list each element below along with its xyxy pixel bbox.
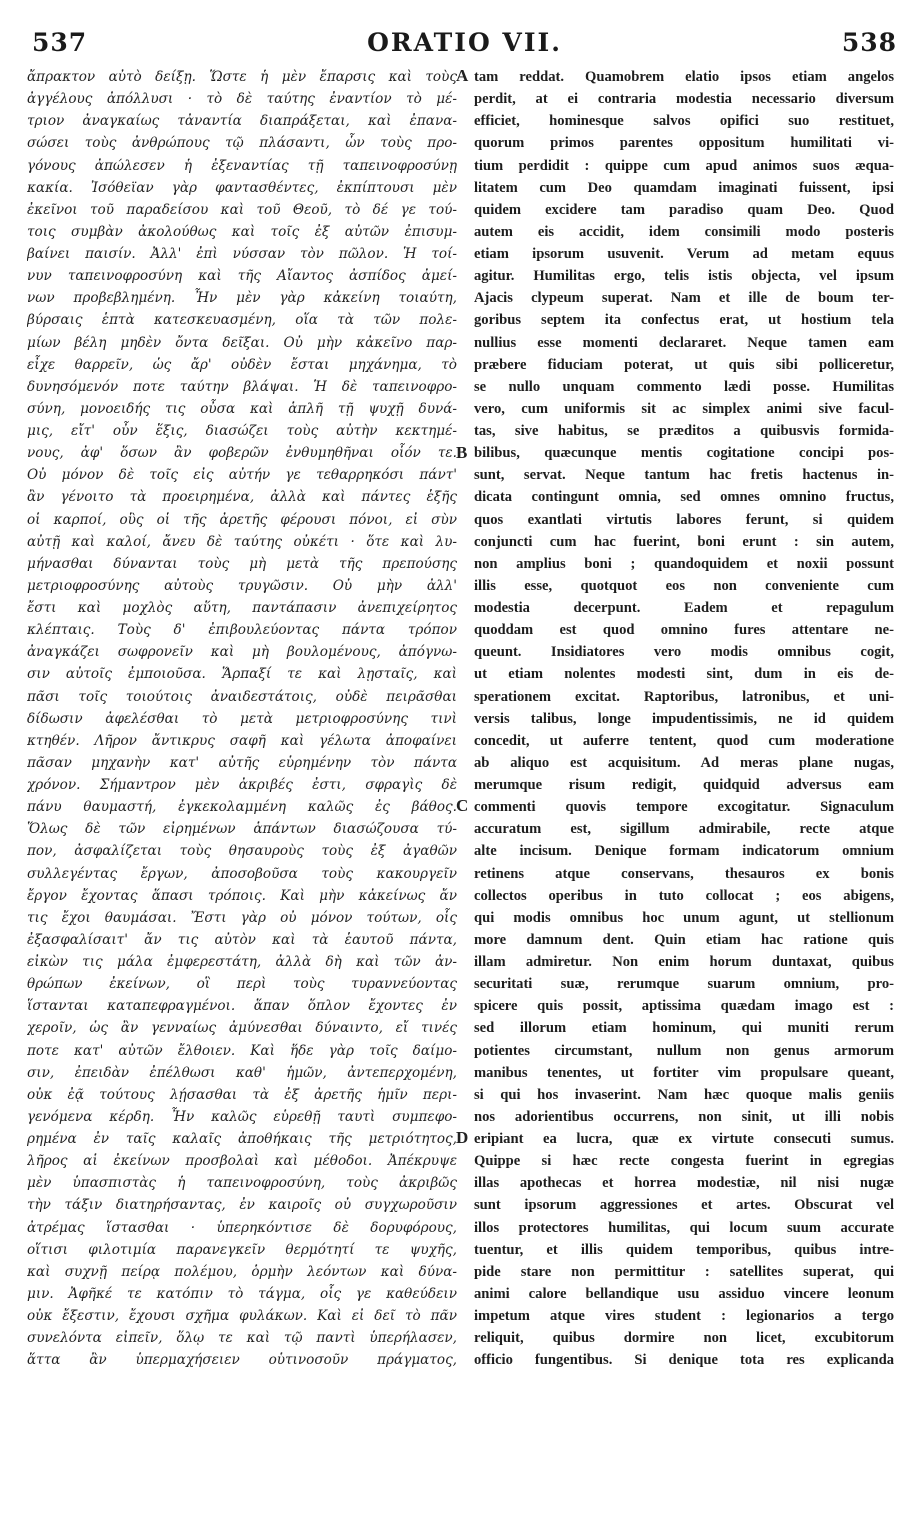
greek-line: Οὐ μόνον δὲ τοῖς εἰς αὐτήν γε τεθαρρηκόσι πάντ' xyxy=(27,467,457,484)
greek-line: συλλεγέντας ἔργων, ἀποσοβοῦσα τοὺς κακουργεῖν xyxy=(27,865,457,882)
greek-line: ποτε κατ' αὐτῶν ἔλθοιεν. Καὶ ἥδε γὰρ τοῖς δαίμο- xyxy=(27,1042,457,1059)
greek-line: βαίνει παισίν. Ἀλλ' ἐπὶ νύσσαν τὸν πῶλον. Ἡ τοί- xyxy=(27,246,457,262)
greek-line: αὐτῇ καὶ καλοί, ἄνευ δὲ ταύτης οὐκέτι · ὅτε καὶ λυ- xyxy=(27,533,457,550)
latin-line: manibus tenentes, ut fortiter vim propulsare queant, xyxy=(474,1064,894,1081)
latin-line: quoddam est quod omnino fures attentare ne- xyxy=(474,622,894,639)
greek-line: δυνησόμενόν ποτε ταύτην βλάψαι. Ἡ δὲ ταπεινοφρο- xyxy=(27,378,457,395)
greek-line: ἀτρέμας ἵστασθαι · ὑπερηκόντισε δὲ δορυφόρους, xyxy=(27,1219,457,1236)
latin-line: alte incisum. Denique formam indicatorum omnium xyxy=(474,843,894,860)
greek-line: οἵτισι φιλοτιμία παρανεγκεῖν θερμότητί τε ψυχῆς, xyxy=(27,1241,457,1258)
latin-line: officio fungentibus. Si denique tota res explicanda xyxy=(474,1352,894,1369)
greek-line: ἔργον ἔχοντας ἅπασι τρόποις. Καὶ μὴν κἀκείνως ἄν xyxy=(27,887,457,904)
latin-line: sunt ipsorum aggressiones et artes. Obscurat vel xyxy=(474,1197,894,1214)
latin-line: sed illorum etiam hominum, qui muniti rerum xyxy=(474,1020,894,1037)
greek-line: ἔστι καὶ μοχλὸς αὕτη, παντάπασιν ἀνεπιχείρητος xyxy=(27,600,457,616)
latin-line: reliquit, quibus dormire non licet, excubitorum xyxy=(474,1330,894,1347)
greek-line: νων προβεβλημένη. Ἦν μὲν γὰρ κἀκείνη τοιαύτη, xyxy=(27,290,457,307)
greek-line: οὐκ ἐᾷ τούτους λῄσασθαι τὰ ἐξ ἀρετῆς ἡμῖν περι- xyxy=(27,1086,457,1103)
latin-line: non amplius boni ; quandoquidem et noxii possunt xyxy=(474,555,894,572)
latin-line: ut etiam nolentes modesti sint, dum in eis de- xyxy=(474,666,894,683)
section-marker-b: B xyxy=(456,443,468,462)
latin-line: nos adorientibus occurrens, non sinit, ut illi nobis xyxy=(474,1108,894,1125)
latin-line: illam admiretur. Non enim horum duntaxat, quibus xyxy=(474,954,894,970)
greek-line: θρώπων ἐκείνων, οἳ περὶ τοὺς τυραννεύοντας xyxy=(27,976,457,993)
latin-line: perdit, at ei contraria modestia necessario diversum xyxy=(474,91,894,108)
greek-line: μὲν ὑπασπιστὰς ἡ ταπεινοφροσύνη, τοὺς ἀκριβῶς xyxy=(27,1175,457,1192)
latin-line: queunt. Insidiatores vero modis omnibus cogit, xyxy=(474,644,894,661)
greek-line: πᾶσαν μηχανὴν κατ' αὐτῆς εὑρημένην τὸν πάντα xyxy=(27,754,457,771)
running-title: ORATIO VII. xyxy=(367,28,562,57)
greek-line: σιν αὐτοῖς ἐμποιοῦσα. Ἅρπαξί τε καὶ λῃσταῖς, καὶ xyxy=(27,666,457,683)
latin-line: si qui hos invaserint. Nam hæc quoque malis geniis xyxy=(474,1086,894,1103)
latin-line: goribus septem ita confectus erat, ut hostium tela xyxy=(474,312,894,329)
greek-line: ἂν γένοιτο τὰ προειρημένα, ἀλλὰ καὶ πάντες ἑξῆς xyxy=(27,489,457,506)
latin-line: more damnum dent. Quin etiam hac ratione quis xyxy=(474,931,894,948)
greek-line: ἐξασφαλίσαιτ' ἄν τις αὐτὸν καὶ τὰ ἑαυτοῦ πάντα, xyxy=(27,931,457,948)
greek-line: νους, ἀφ' ὅσων ἂν φοβερῶν ἐνθυμηθῆναι οἷόν τε. xyxy=(27,445,457,462)
greek-line: γενόμενα κέρδη. Ἦν καλῶς εὑρεθῇ ταυτὶ συμπεφο- xyxy=(27,1108,457,1125)
latin-line: sperationem excitat. Raptoribus, latronibus, et uni- xyxy=(474,688,894,705)
latin-line: eripiant ea lucra, quæ ex virtute consecuti sumus. xyxy=(474,1131,894,1147)
greek-line: βύρσαις ἑπτὰ κατεσκευασμένη, οἵα τὰ τῶν πολε- xyxy=(27,312,457,329)
latin-line: tam reddat. Quamobrem elatio ipsos etiam angelos xyxy=(474,69,894,85)
greek-line: τις ἔχοι θαυμάσαι. Ἔστι γὰρ οὐ μόνον τούτων, οἷς xyxy=(27,909,457,926)
greek-line: κτηθέν. Λῆρον ἄντικρυς σαφῆ καὶ γέλωτα ἀποφαίνει xyxy=(27,732,457,749)
latin-line: quos exantlati virtutis labores ferunt, si quidem xyxy=(474,511,894,528)
latin-line: nullius esse momenti declararet. Neque tamen eam xyxy=(474,334,894,351)
greek-line: νυν ταπεινοφροσύνη καὶ τῆς Αἴαντος ἀσπίδος ἀμεί- xyxy=(27,268,457,285)
latin-line: securitati suæ, rerumque suarum omnium, pro- xyxy=(474,976,894,993)
greek-line: ἐκεῖνοι τοῦ παραδείσου καὶ τοῦ Θεοῦ, τὸ δέ γε τού- xyxy=(27,201,457,218)
latin-line: litatem cum Deo quamdam imaginati fuissent, ipsi xyxy=(474,179,894,196)
greek-line: γόνους ἀπώλεσεν ἡ ἐξεναντίας τῇ ταπεινοφροσύνῃ xyxy=(27,157,457,174)
latin-line: agitur. Humilitas ergo, telis istis objecta, vel ipsum xyxy=(474,268,894,285)
greek-line: χρόνον. Σήμαντρον μὲν ἀκριβές ἐστι, σφραγὶς δὲ xyxy=(27,777,457,793)
latin-line: potientes circumstant, nullum non genus armorum xyxy=(474,1042,894,1059)
latin-line: sunt, servat. Neque tantum hac fretis hactenus in- xyxy=(474,467,894,484)
greek-text-column xyxy=(27,66,457,1371)
latin-line: se nullo unquam commento lædi posse. Humilitas xyxy=(474,378,894,395)
latin-line: spicere quis possit, aptissima quædam imago est : xyxy=(474,998,894,1015)
greek-line: ἀναγκάζει σωφρονεῖν καὶ μὴ βουλομένους, ἀπόγνω- xyxy=(27,644,457,661)
latin-line: conjuncti cum hac fuerint, boni erunt : sin autem, xyxy=(474,533,894,550)
greek-line: σύνη, μονοειδής τις οὖσα καὶ ἁπλῆ τῇ ψυχῇ δυνά- xyxy=(27,400,457,417)
latin-line: illis esse, quotquot eos non conveniente cum xyxy=(474,577,894,594)
latin-line: retinens atque conservans, thesauros ex bonis xyxy=(474,865,894,882)
greek-line: συνελόντα εἰπεῖν, ὅλῳ τε καὶ τῷ παντὶ ὑπερήλασεν, xyxy=(27,1330,457,1347)
latin-line: accuratum est, sigillum admirabile, recte atque xyxy=(474,821,894,838)
latin-line: præbere fiduciam poterat, ut quis sibi polliceretur, xyxy=(474,356,894,373)
greek-line: κλέπταις. Τοὺς δ' ἐπιβουλεύοντας πάντα τρόπον xyxy=(27,622,457,639)
greek-line: εἶχε θαρρεῖν, ὡς ἄρ' οὐδὲν ἔσται μηχάνημα, τὸ xyxy=(27,356,457,373)
greek-line: μίων βέλη μηδὲν ὄντα δεῖξαι. Οὐ μὴν κἀκεῖνο παρ- xyxy=(27,334,457,351)
latin-line: illos protectores humilitas, qui locum suum accurate xyxy=(474,1219,894,1236)
section-marker-c: C xyxy=(456,796,469,815)
greek-line: οἱ καρποί, οὓς οἱ τῆς ἀρετῆς φέρουσι πόνοι, εἰ σὺν xyxy=(27,511,457,528)
latin-line: bilibus, quæcunque mentis cogitatione concipi pos- xyxy=(474,445,894,462)
latin-line: ab aliquo est acquisitum. Ad meras plane nugas, xyxy=(474,754,894,771)
latin-line: vero, cum uniformis sit ac simplex animi sive facul- xyxy=(474,400,894,417)
greek-line: πάνυ θαυμαστή, ἐγκεκολαμμένη καλῶς ἐς βάθος. xyxy=(27,799,457,816)
latin-line: impetum atque vires student : legionarios a tergo xyxy=(474,1308,894,1324)
latin-line: collectos operibus in tuto collocat ; eos abigens, xyxy=(474,887,894,904)
greek-line: μις, εἴτ' οὖν ἕξις, διασώζει τοὺς αὐτὴν κεκτημέ- xyxy=(27,423,457,439)
latin-line: quidem excidere tam paradiso quam Deo. Quod xyxy=(474,201,894,218)
page-number-left: 537 xyxy=(32,28,88,57)
latin-line: Quippe si hæc recte congesta fuerint in egregias xyxy=(474,1153,894,1170)
greek-line: ἵστανται καταπεφραγμένοι. ἅπαν ὅπλον ἔχοντες ἐν xyxy=(27,998,457,1015)
greek-line: ρημένα ἐν ταῖς καλαῖς ἀποθήκαις τῆς μετριότητος, xyxy=(27,1131,457,1147)
greek-line: καὶ συχνῇ πείρᾳ πολέμου, ὁρμὴν λεόντων καὶ δύνα- xyxy=(27,1263,457,1280)
greek-line: κακία. Ἰσόθεϊαν γὰρ φαντασθέντες, ἐκπίπτουσι μὲν xyxy=(27,179,457,196)
greek-line: σώσει τοὺς ἀνθρώπους τῷ πλάσαντι, ὧν τοὺς προ- xyxy=(27,135,457,152)
latin-line: animi calore bellandique usu assiduo vincere leonum xyxy=(474,1285,894,1302)
latin-line: Ajacis clypeum superat. Nam et ille de boum ter- xyxy=(474,290,894,307)
greek-line: μήνασθαι δύνανται τοὺς μὴ μετὰ τῆς πρεπούσης xyxy=(27,555,457,572)
latin-line: concedit, ut auferre tentent, quod cum moderatione xyxy=(474,732,894,749)
latin-line: modestia decerpunt. Eadem et repagulum xyxy=(474,600,894,616)
latin-line: autem eis accidit, idem consimili modo posteris xyxy=(474,223,894,240)
latin-line: tuentur, et illis quidem temporibus, quibus intre- xyxy=(474,1241,894,1258)
greek-line: δίδωσιν ἀφελέσθαι τὸ μετὰ μετριοφροσύνης τινὶ xyxy=(27,710,457,727)
section-marker-d: D xyxy=(456,1128,469,1147)
greek-line: τοις συμβὰν ἀκολούθως καὶ τοῖς ἐξ αὐτῶν ἐπισυμ- xyxy=(27,223,457,240)
greek-line: ἀγγέλους ἀπόλλυσι · τὸ δὲ ταύτης ἐναντίον τὸ μέ- xyxy=(27,91,457,108)
greek-line: μετριοφροσύνης αὐτοὺς τρυγῶσιν. Οὐ μὴν ἀλλ' xyxy=(27,577,457,594)
greek-line: λῆρος αἱ ἐκείνων προσβολαὶ καὶ μέθοδοι. Ἀπέκρυψε xyxy=(27,1153,457,1170)
greek-line: μιν. Ἀφῆκέ τε κατόπιν τὸ τάγμα, οἷς γε καθεύδειν xyxy=(27,1285,457,1302)
greek-line: οὐκ ἔξεστιν, ἔχουσι σχῆμα φυλάκων. Καὶ εἰ δεῖ τὸ πᾶν xyxy=(27,1308,457,1324)
greek-line: χεροῖν, ὡς ἂν γενναίως ἀμύνεσθαι δύναιντο, εἴ τινές xyxy=(27,1020,457,1037)
page-number-right: 538 xyxy=(841,28,897,57)
latin-line: etiam ipsorum usuvenit. Verum ad metam equus xyxy=(474,246,894,262)
latin-line: dicata contingunt omnia, sed omnes omnino fructus, xyxy=(474,489,894,506)
latin-line: commenti quovis tempore excogitatur. Signaculum xyxy=(474,799,894,816)
latin-line: tium perdidit : quippe cum apud animos suos æqua- xyxy=(474,157,894,174)
greek-line: τριον ἀναγκαίως τἀναντία διαπράξεται, καὶ ἐπανα- xyxy=(27,113,457,130)
greek-line: ἄπρακτον αὐτὸ δείξῃ. Ὥστε ἡ μὲν ἔπαρσις καὶ τοὺς xyxy=(27,69,457,85)
latin-line: versis talibus, longe impudentissimis, ne id quidem xyxy=(474,710,894,727)
running-header xyxy=(32,28,897,62)
greek-line: τὴν τάξιν διατηρήσαντας, ἐν καιροῖς οὐ συγχωροῦσιν xyxy=(27,1197,457,1214)
greek-line: πον, ἀσφαλίζεται τοὺς θησαυροὺς τοὺς ἐξ ἀγαθῶν xyxy=(27,843,457,860)
latin-line: efficiet, hominesque salvos opifici suo restituet, xyxy=(474,113,894,130)
latin-line: tas, sive habitus, se præditos a quibusvis formida- xyxy=(474,423,894,439)
greek-line: σιν, ἐπειδὰν ἐπέλθωσι καθ' ἡμῶν, ἀντεπερχομένη, xyxy=(27,1064,457,1081)
latin-line: pide stare non permittitur : satellites superat, qui xyxy=(474,1263,894,1280)
greek-line: εἰκὼν τις μάλα ἐμφερεστάτη, ἀλλὰ δὴ καὶ τῶν ἀν- xyxy=(27,954,457,970)
latin-line: quorum primos parentes oppositum humilitati vi- xyxy=(474,135,894,152)
latin-line: merumque risum redigit, quidquid adversus eam xyxy=(474,777,894,793)
greek-line: ἅττα ἂν ὑπερμαχήσειεν οὑτινοσοῦν πράγματος, xyxy=(27,1352,457,1369)
latin-line: qui modis omnibus hoc unum agunt, ut stellionum xyxy=(474,909,894,926)
latin-text-column xyxy=(474,66,894,1371)
greek-line: πᾶσι τοῖς τοιούτοις ἀναιδεστάτοις, οὐδὲ πειρᾶσθαι xyxy=(27,688,457,705)
section-marker-a: A xyxy=(456,66,469,85)
greek-line: Ὅλως δὲ τῶν εἰρημένων ἁπάντων διασώζουσα τύ- xyxy=(27,821,457,838)
latin-line: illas apothecas et horrea modestiæ, nil nisi nugæ xyxy=(474,1175,894,1192)
